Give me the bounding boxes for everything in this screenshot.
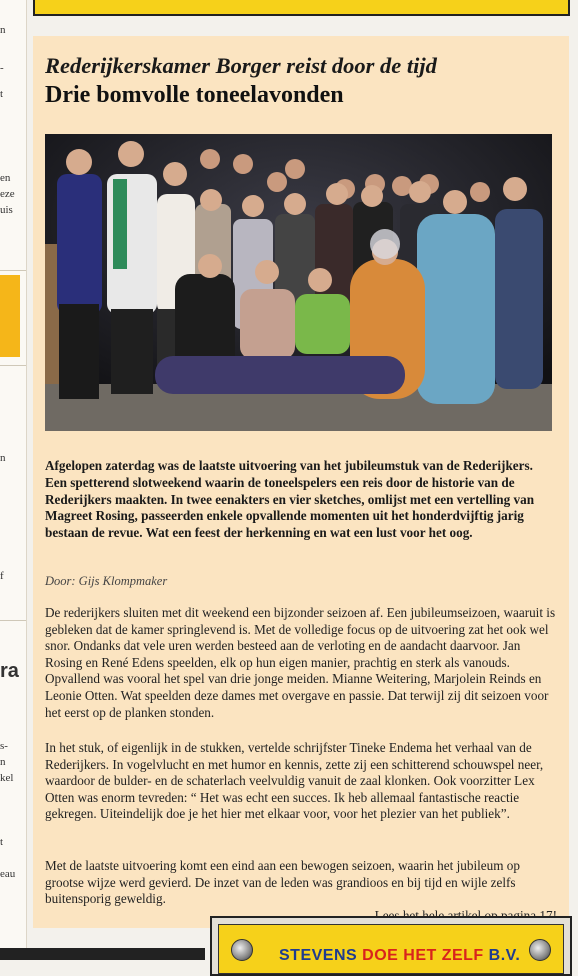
previous-page-text-fragment: eau bbox=[0, 868, 16, 880]
bolt-icon bbox=[231, 939, 253, 961]
previous-page-text-fragment: n bbox=[0, 24, 6, 36]
previous-page-text-fragment: uis bbox=[0, 204, 13, 216]
advert-company-name bbox=[279, 947, 520, 965]
article-byline: Door: Gijs Klompmaker bbox=[45, 574, 168, 588]
previous-page-text-fragment: ra bbox=[0, 660, 19, 682]
adjacent-dark-advert bbox=[0, 948, 205, 960]
advert-name-part: STEVENS bbox=[279, 947, 358, 964]
bolt-icon bbox=[529, 939, 551, 961]
advert-name-part: DOE HET ZELF bbox=[362, 947, 484, 964]
article-kicker: Rederijkerskamer Borger reist door de tijd bbox=[45, 53, 437, 78]
article-paragraph: In het stuk, of eigenlijk in de stukken, vertelde schrijfster Tineke Endema het verhaal van de Rederijkers. In vogelvlucht en met humor en kennis, zette zij een schitterend schouwspel neer, waardoor de bulder- en de schaterlach veelvuldig vanuit de zaal klonken. Ook voorzitter Lex Otten was enorm tevreden: “ Het was echt een succes. Ik heb allemaal fantastische reactie gekregen. Uiteindelijk doe je het hier met elkaar voor, voor het plezier van het publiek”. bbox=[45, 740, 544, 822]
article-paragraph bbox=[45, 858, 557, 924]
previous-page-text-fragment: n bbox=[0, 452, 6, 464]
previous-page-text-fragment: t bbox=[0, 88, 4, 100]
top-advert-banner bbox=[33, 0, 570, 16]
advert-name-part: B.V. bbox=[488, 947, 521, 964]
previous-page-text-fragment: s- bbox=[0, 740, 8, 752]
article-paragraph-text: Met de laatste uitvoering komt een eind aan een bewogen seizoen, waarin het jubileum op grootse wijze werd gevierd. De inzet van de leden was grandioos en bij tijd en wijle zelfs buitensporig geweldig. bbox=[45, 858, 520, 907]
previous-page-text-fragment: - bbox=[0, 62, 4, 74]
previous-page-text-fragment: kel bbox=[0, 772, 14, 784]
previous-page-text-fragment: f bbox=[0, 570, 4, 582]
article-headline: Drie bomvolle toneelavonden bbox=[45, 82, 344, 108]
previous-page-column bbox=[0, 0, 27, 960]
previous-page-text-fragment: n bbox=[0, 756, 6, 768]
previous-page-text-fragment: eze bbox=[0, 188, 15, 200]
previous-page-text-fragment: en bbox=[0, 172, 11, 184]
previous-page-text-fragment: t bbox=[0, 836, 4, 848]
column-divider bbox=[0, 270, 26, 271]
yellow-ad-fragment bbox=[0, 275, 20, 357]
column-divider bbox=[0, 365, 26, 366]
article-lead: Afgelopen zaterdag was de laatste uitvoering van het jubileumstuk van de Rederijkers. Een spetterend slotweekend waarin de toneelspelers een reis door de historie van de Rederijkers maakten. In twee eenakters en vier sketches, omlijst met een vertelling van Magreet Rosing, passeerden enkele opvallende momenten uit het honderdvijftig jarig bestaan de revue. Wat een feest der herkenning en wat een lust voor het oog. bbox=[45, 458, 535, 541]
stevens-advert bbox=[210, 916, 572, 976]
article-paragraph: De rederijkers sluiten met dit weekend een bijzonder seizoen af. Een jubileumseizoen, waaruit is gebleken dat de kamer springlevend is. Met de volledige focus op de uitvoering zat het ook wel snor. Ondanks dat vele uren werden besteed aan de verloting en de aandacht daarvoor. Jan Rosing en René Edens speelden, elk op hun eigen manier, prachtig en sterk als vanouds. Opvallend was vooral het spel van drie jonge meiden. Mianne Weitering, Marjolein Reinds en Leonie Otten. Wat speelden deze dames met overgave en passie. Dat terwijl zij dit seizoen voor het eerst op de planken stonden. bbox=[45, 605, 556, 720]
advert-panel bbox=[218, 924, 564, 974]
column-divider bbox=[0, 620, 26, 621]
group-photo bbox=[45, 134, 552, 431]
article bbox=[33, 36, 569, 928]
